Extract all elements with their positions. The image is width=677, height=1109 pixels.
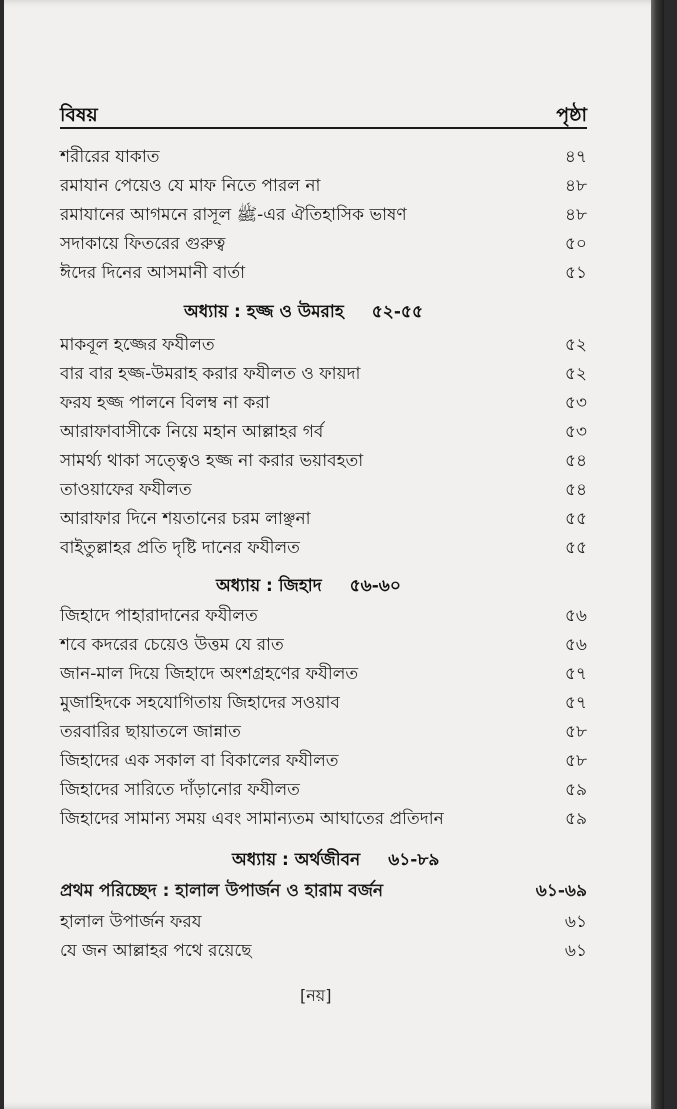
toc-header bbox=[60, 101, 587, 129]
toc-page: ৫৯ bbox=[564, 780, 587, 800]
toc-row bbox=[60, 775, 587, 805]
section-range: ৫৬-৬০ bbox=[349, 576, 401, 596]
page-edge bbox=[651, 0, 664, 1109]
toc-row bbox=[60, 746, 587, 776]
toc-row bbox=[60, 504, 587, 534]
toc-title: জিহাদের সারিতে দাঁড়ানোর ফযীলত bbox=[60, 780, 300, 800]
toc-title: মাকবূল হজ্জের ফযীলত bbox=[60, 335, 215, 355]
toc-row bbox=[60, 533, 587, 563]
toc-row bbox=[60, 359, 587, 389]
toc-row bbox=[60, 258, 587, 288]
toc-row bbox=[60, 804, 587, 834]
section-range: ৬১-৮৯ bbox=[388, 850, 440, 870]
toc-row bbox=[60, 475, 587, 505]
section-heading-hajj bbox=[184, 297, 423, 327]
toc-page: ৫২ bbox=[564, 364, 587, 384]
toc-title: জান-মাল দিয়ে জিহাদে অংশগ্রহণের ফযীলত bbox=[60, 664, 359, 684]
toc-page: ৫১ bbox=[564, 263, 587, 283]
toc-title: সামর্থ্য থাকা সত্ত্বেও হজ্জ না করার ভয়াবহতা bbox=[60, 451, 364, 471]
toc-page: ৪৮ bbox=[564, 176, 587, 196]
section-heading-economy bbox=[232, 845, 439, 875]
toc-page: ৫২ bbox=[564, 335, 587, 355]
subsection-page: ৬১-৬৯ bbox=[535, 881, 587, 901]
toc-row bbox=[60, 688, 587, 718]
toc-title: আরাফাবাসীকে নিয়ে মহান আল্লাহর গর্ব bbox=[60, 422, 324, 442]
toc-page: ৫৫ bbox=[564, 538, 587, 558]
toc-page: ৫৪ bbox=[564, 451, 587, 471]
toc-page: ৫৩ bbox=[564, 422, 587, 442]
toc-page: ৫৫ bbox=[564, 509, 587, 529]
toc-title: হালাল উপার্জন ফরয bbox=[60, 912, 202, 932]
toc-page: ৫৯ bbox=[564, 809, 587, 829]
toc-page: ৬১ bbox=[564, 941, 587, 961]
toc-row bbox=[60, 142, 587, 172]
toc-title: শরীরের যাকাত bbox=[60, 147, 160, 167]
section-title: অধ্যায় : অর্থজীবন bbox=[232, 850, 361, 870]
book-page bbox=[4, 0, 664, 1109]
toc-title: বার বার হজ্জ-উমরাহ করার ফযীলত ও ফায়দা bbox=[60, 364, 361, 384]
toc-title: তরবারির ছায়াতলে জান্নাত bbox=[60, 722, 241, 742]
toc-row bbox=[60, 229, 587, 259]
section-title: অধ্যায় : জিহাদ bbox=[216, 576, 322, 596]
toc-title: শবে কদরের চেয়েও উত্তম যে রাত bbox=[60, 635, 284, 655]
toc-page: ৫৮ bbox=[564, 751, 587, 771]
toc-page: ৫৭ bbox=[564, 693, 587, 713]
toc-page: ৪৮ bbox=[564, 205, 587, 225]
toc-page: ৫৭ bbox=[564, 664, 587, 684]
section-title: অধ্যায় : হজ্জ ও উমরাহ bbox=[184, 302, 344, 322]
toc-page: ৫৪ bbox=[564, 480, 587, 500]
page-number: [নয়] bbox=[300, 986, 332, 1005]
toc-page: ৬১ bbox=[564, 912, 587, 932]
toc-page: ৫৬ bbox=[564, 606, 587, 626]
toc-row bbox=[60, 936, 587, 966]
toc-row bbox=[60, 630, 587, 660]
section-heading-jihad bbox=[216, 571, 401, 601]
toc-title: ঈদের দিনের আসমানী বার্তা bbox=[60, 263, 246, 283]
toc-page: ৫৬ bbox=[564, 635, 587, 655]
toc-title: বাইতুল্লাহর প্রতি দৃষ্টি দানের ফযীলত bbox=[60, 538, 300, 558]
toc-row bbox=[60, 659, 587, 689]
toc-row bbox=[60, 388, 587, 418]
toc-row bbox=[60, 417, 587, 447]
section-range: ৫২-৫৫ bbox=[371, 302, 423, 322]
header-page: পৃষ্ঠা bbox=[556, 104, 587, 126]
toc-title: যে জন আল্লাহর পথে রয়েছে bbox=[60, 941, 252, 961]
toc-title: জিহাদের সামান্য সময় এবং সামান্যতম আঘাতের প্রতিদান bbox=[60, 809, 444, 829]
toc-title: সদাকায়ে ফিতরের গুরুত্ব bbox=[60, 234, 226, 254]
toc-row bbox=[60, 601, 587, 631]
toc-title: জিহাদের এক সকাল বা বিকালের ফযীলত bbox=[60, 751, 339, 771]
toc-title: ফরয হজ্জ পালনে বিলম্ব না করা bbox=[60, 393, 270, 413]
toc-title: আরাফার দিনে শয়তানের চরম লাঞ্ছনা bbox=[60, 509, 311, 529]
toc-row bbox=[60, 330, 587, 360]
toc-row bbox=[60, 446, 587, 476]
toc-title: রমাযানের আগমনে রাসূল ﷺ-এর ঐতিহাসিক ভাষণ bbox=[60, 205, 407, 225]
toc-row bbox=[60, 200, 587, 230]
toc-title: তাওয়াফের ফযীলত bbox=[60, 480, 192, 500]
toc-page: ৫০ bbox=[564, 234, 587, 254]
toc-page: ৪৭ bbox=[564, 147, 587, 167]
toc-title: জিহাদে পাহারাদানের ফযীলত bbox=[60, 606, 258, 626]
header-topic: বিষয় bbox=[60, 104, 98, 126]
subsection-title: প্রথম পরিচ্ছেদ : হালাল উপার্জন ও হারাম বর্জন bbox=[60, 881, 384, 901]
toc-row bbox=[60, 907, 587, 937]
toc-page: ৫৮ bbox=[564, 722, 587, 742]
toc-row bbox=[60, 171, 587, 201]
subsection-row bbox=[60, 876, 587, 906]
toc-row bbox=[60, 717, 587, 747]
toc-title: রমাযান পেয়েও যে মাফ নিতে পারল না bbox=[60, 176, 321, 196]
toc-page: ৫৩ bbox=[564, 393, 587, 413]
toc-title: মুজাহিদকে সহযোগিতায় জিহাদের সওয়াব bbox=[60, 693, 340, 713]
